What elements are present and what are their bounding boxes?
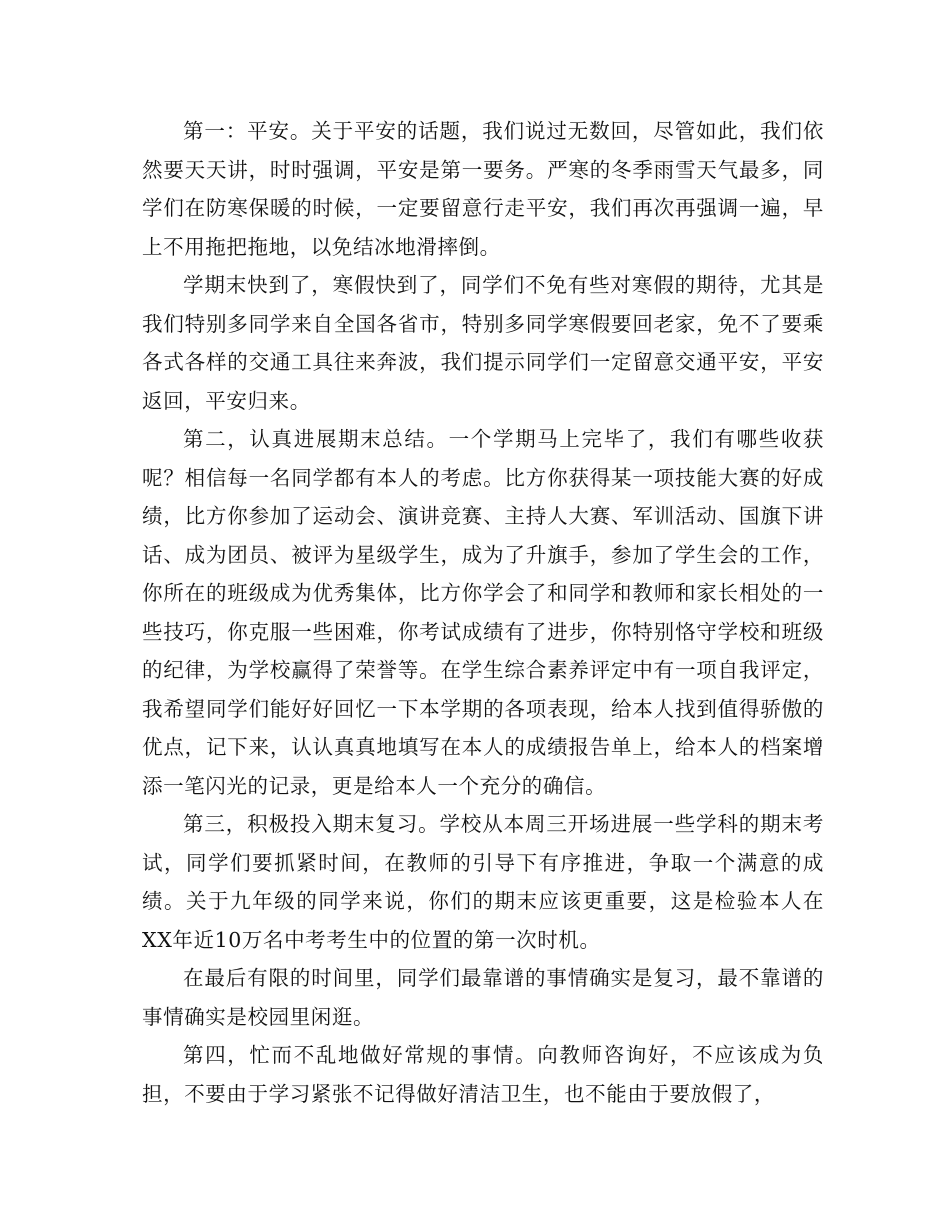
paragraph-routine-duties: 第四，忙而不乱地做好常规的事情。向教师咨询好，不应该成为负担，不要由于学习紧张不记得做好清洁卫生，也不能由于要放假了， xyxy=(142,1043,824,1106)
paragraph-study-time: 在最后有限的时间里，同学们最靠谱的事情确实是复习，最不靠谱的事情确实是校园里闲逛。 xyxy=(142,966,824,1029)
paragraph-winter-break: 学期末快到了，寒假快到了，同学们不免有些对寒假的期待，尤其是我们特别多同学来自全国各省市，特别多同学寒假要回老家，免不了要乘各式各样的交通工具往来奔波，我们提示同学们一定留意交通平安，平安返回，平安归来。 xyxy=(142,273,824,413)
paragraph-final-review: 第三，积极投入期末复习。学校从本周三开场进展一些学科的期末考试，同学们要抓紧时间，在教师的引导下有序推进，争取一个满意的成绩。关于九年级的同学来说，你们的期末应该更重要，这是检验本人在XX年近10万名中考考生中的位置的第一次时机。 xyxy=(142,812,824,952)
paragraph-term-summary: 第二，认真进展期末总结。一个学期马上完毕了，我们有哪些收获呢？相信每一名同学都有本人的考虑。比方你获得某一项技能大赛的好成绩，比方你参加了运动会、演讲竞赛、主持人大赛、军训活动、国旗下讲话、成为团员、被评为星级学生，成为了升旗手，参加了学生会的工作，你所在的班级成为优秀集体，比方你学会了和同学和教师和家长相处的一些技巧，你克服一些困难，你考试成绩有了进步，你特别恪守学校和班级的纪律，为学校赢得了荣誉等。在学生综合素养评定中有一项自我评定，我希望同学们能好好回忆一下本学期的各项表现，给本人找到值得骄傲的优点，记下来，认认真真地填写在本人的成绩报告单上，给本人的档案增添一笔闪光的记录，更是给本人一个充分的确信。 xyxy=(142,427,824,798)
document-body xyxy=(142,112,824,1113)
paragraph-safety: 第一：平安。关于平安的话题，我们说过无数回，尽管如此，我们依然要天天讲，时时强调，平安是第一要务。严寒的冬季雨雪天气最多，同学们在防寒保暖的时候，一定要留意行走平安，我们再次再强调一遍，早上不用拖把拖地，以免结冰地滑摔倒。 xyxy=(142,119,824,259)
